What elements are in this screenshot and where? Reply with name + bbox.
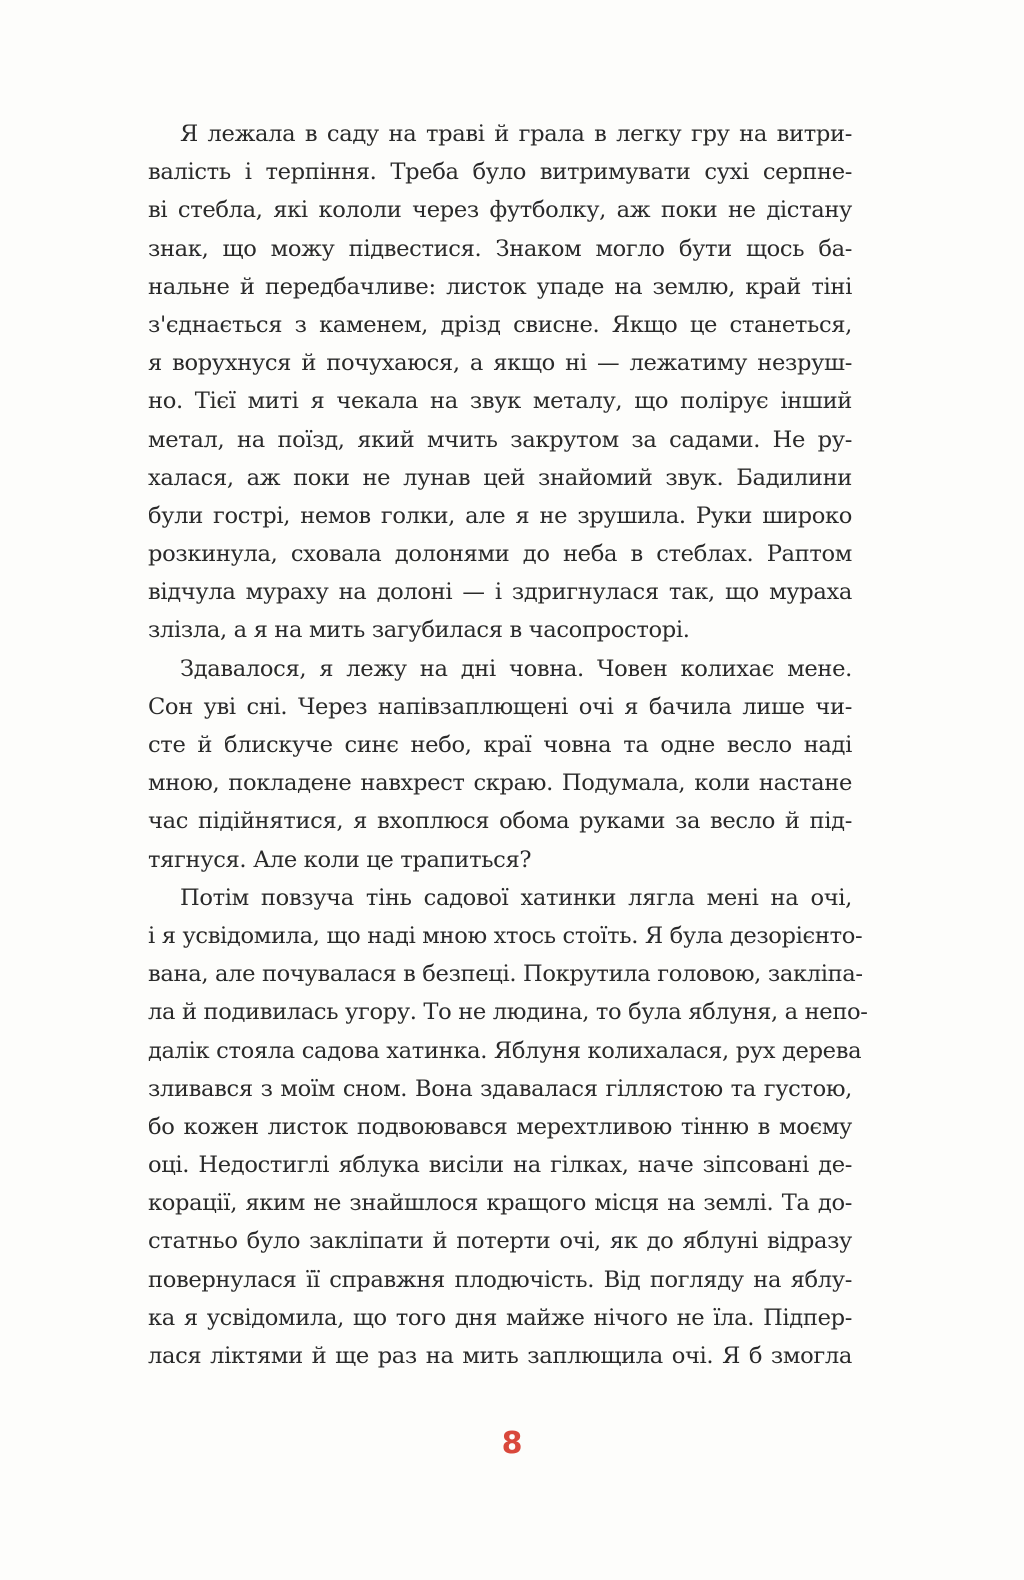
text-line: я ворухнуся й почухаюся, а якщо ні — лежатиму незруш-	[148, 350, 852, 377]
text-line: з'єднається з каменем, дрізд свисне. Якщо це станеться,	[148, 311, 852, 338]
text-line: зливався з моїм сном. Вона здавалася гіллястою та густою,	[148, 1075, 852, 1102]
text-line: ві стебла, які кололи через футболку, аж поки не дістану	[148, 197, 852, 224]
text-line: і я усвідомила, що наді мною хтось стоїть. Я була дезорієнто-	[148, 922, 863, 949]
text-line: Сон уві сні. Через напівзаплющені очі я бачила лише чи-	[148, 693, 852, 720]
text-line: нальне й передбачливе: листок упаде на землю, край тіні	[148, 273, 852, 300]
text-line: валість і терпіння. Треба було витримувати сухі серпне-	[148, 159, 852, 186]
text-line: далік стояла садова хатинка. Яблуня колихалася, рух дерева	[148, 1037, 862, 1064]
text-line: час підійнятися, я вхоплюся обома руками за весло й під-	[148, 808, 852, 835]
paragraph-1	[148, 115, 852, 650]
text-line: розкинула, сховала долонями до неба в стеблах. Раптом	[148, 541, 852, 568]
text-line: Я лежала в саду на траві й грала в легку гру на витри-	[180, 121, 852, 147]
text-line: мною, покладене навхрест скраю. Подумала, коли настане	[148, 770, 852, 797]
text-line: Потім повзуча тінь садової хатинки лягла мені на очі,	[180, 884, 852, 911]
text-line: статньо було закліпати й потерти очі, як до яблуні відразу	[148, 1228, 852, 1255]
text-line: но. Тієї миті я чекала на звук металу, що полірує інший	[148, 388, 852, 415]
text-line: халася, аж поки не лунав цей знайомий звук. Бадилини	[148, 464, 852, 491]
paragraph-2	[148, 650, 852, 879]
text-line: метал, на поїзд, який мчить закрутом за садами. Не ру-	[148, 426, 852, 453]
text-line: тягнуся. Але коли це трапиться?	[148, 846, 532, 873]
text-line: ка я усвідомила, що того дня майже нічого не їла. Підпер-	[148, 1304, 852, 1331]
text-line: злізла, а я на мить загубилася в часопросторі.	[148, 617, 690, 644]
text-line: відчула мураху на долоні — і здригнулася так, що мураха	[148, 579, 852, 606]
text-line: сте й блискуче синє небо, краї човна та одне весло наді	[148, 732, 852, 758]
text-line: були гострі, немов голки, але я не зрушила. Руки широко	[148, 502, 852, 529]
body-text	[148, 115, 868, 1375]
text-line: повернулася її справжня плодючість. Від погляду на яблу-	[148, 1266, 852, 1293]
text-line: корації, яким не знайшлося кращого місця на землі. Та до-	[148, 1190, 852, 1217]
text-line: оці. Недостиглі яблука висіли на гілках, наче зіпсовані де-	[148, 1152, 852, 1179]
paragraph-3	[148, 879, 868, 1375]
page-number: 8	[501, 1426, 523, 1461]
text-line: бо кожен листок подвоювався мерехтливою тінню в моєму	[148, 1113, 852, 1140]
text-line: лася ліктями й ще раз на мить заплющила очі. Я б змогла	[148, 1343, 852, 1369]
text-line: Здавалося, я лежу на дні човна. Човен колихає мене.	[180, 655, 852, 682]
text-line: знак, що можу підвестися. Знаком могло бути щось ба-	[148, 235, 852, 262]
text-line: ла й подивилась угору. То не людина, то була яблуня, а непо-	[148, 999, 868, 1026]
text-line: вана, але почувалася в безпеці. Покрутила головою, закліпа-	[148, 961, 863, 988]
